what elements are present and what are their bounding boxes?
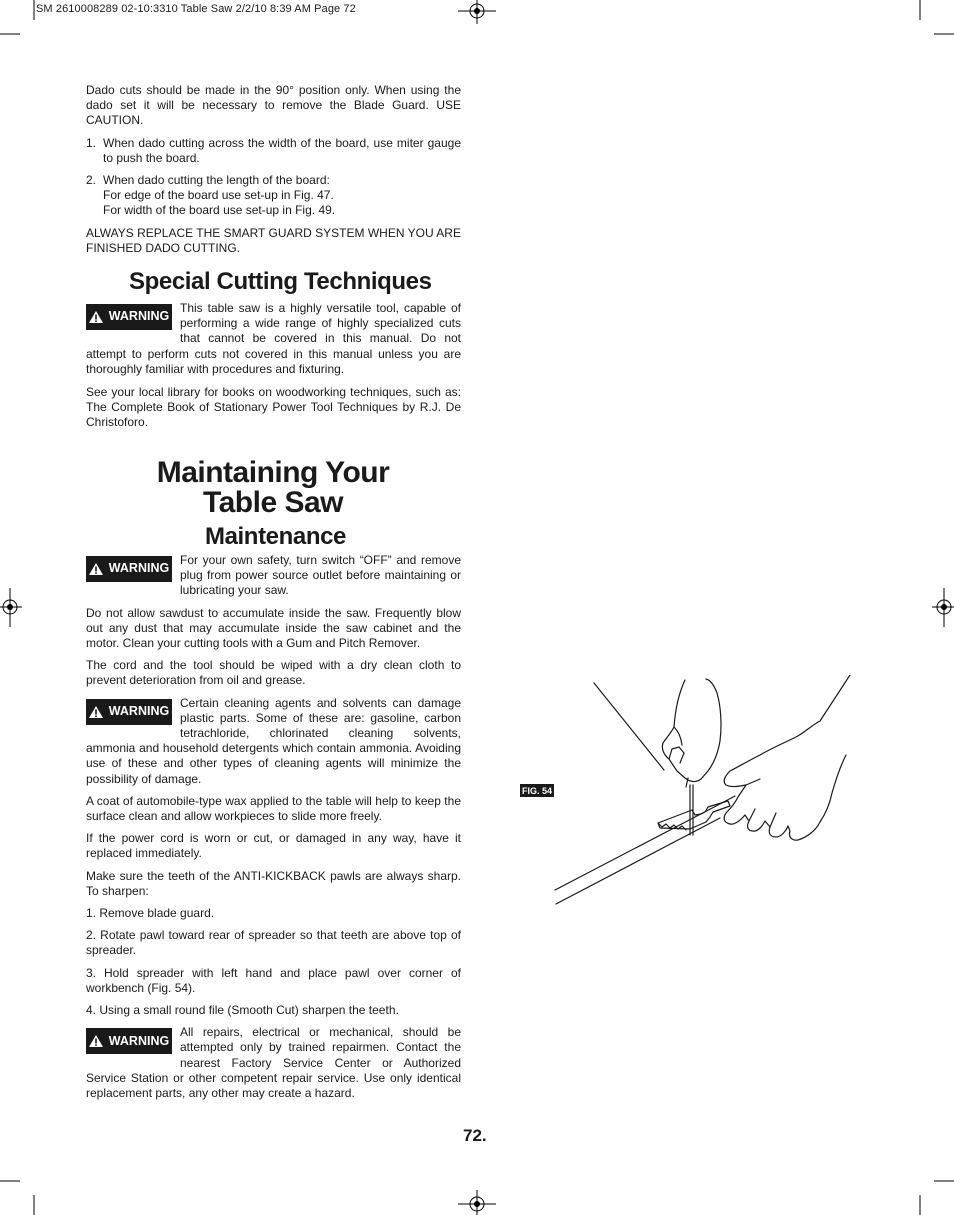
- registration-mark-right: [932, 588, 954, 627]
- page-number: 72.: [463, 1126, 487, 1145]
- warning-badge: [86, 556, 172, 582]
- sharpen-step: 2. Rotate pawl toward rear of spreader so that teeth are above top of spreader.: [86, 928, 461, 958]
- page-title: [118, 458, 428, 518]
- paragraph: Do not allow sawdust to accumulate inside the saw. Frequently blow out any dust that may accumulate inside the saw cabinet and the motor. Clean your cutting tools with a Gum and Pitch Remover.: [86, 605, 461, 651]
- warning-badge: [86, 304, 172, 330]
- warning-block: [86, 553, 461, 599]
- dado-closing: ALWAYS REPLACE THE SMART GUARD SYSTEM WHEN YOU ARE FINISHED DADO CUTTING.: [86, 225, 461, 255]
- dado-intro: Dado cuts should be made in the 90° position only. When using the dado set it will be necessary to remove the Blade Guard. USE CAUTION.: [86, 83, 461, 128]
- step-subtext: For edge of the board use set-up in Fig. 47.: [103, 188, 334, 203]
- section-heading: Special Cutting Techniques: [129, 268, 432, 295]
- warning-label: WARNING: [108, 704, 170, 719]
- dado-step-1: [86, 136, 461, 166]
- title-line-1: Maintaining Your: [156, 456, 390, 489]
- subheading: Maintenance: [205, 523, 346, 550]
- step-number: 2.: [86, 173, 97, 188]
- warning-badge: [86, 1028, 172, 1054]
- warning-text: All repairs, electrical or mechanical, should be attempted only by trained repairmen. Contact the nearest Factory Service Center or Authorized Service Station or other competent repair service. Use only identical replacement parts, any other may create a hazard.: [86, 1025, 461, 1101]
- sharpening-illustration: [550, 675, 860, 910]
- sharpen-step: 4. Using a small round file (Smooth Cut) sharpen the teeth.: [86, 1003, 399, 1018]
- dado-step-2: [86, 173, 461, 219]
- maintenance-section: [86, 553, 461, 1101]
- paragraph: If the power cord is worn or cut, or damaged in any way, have it replaced immediately.: [86, 831, 461, 861]
- step-subtext: For width of the board use set-up in Fig. 49.: [103, 203, 336, 218]
- step-text: When dado cutting the length of the board:: [103, 173, 330, 188]
- paragraph: Make sure the teeth of the ANTI-KICKBACK pawls are always sharp. To sharpen:: [86, 868, 461, 898]
- special-section: [86, 301, 461, 431]
- step-text: When dado cutting across the width of the board, use miter gauge to push the board.: [103, 135, 461, 165]
- warning-triangle-icon: [89, 706, 103, 718]
- step-number: 1.: [86, 135, 97, 150]
- registration-mark-bottom: [458, 1190, 496, 1215]
- paragraph: The cord and the tool should be wiped with a dry clean cloth to prevent deterioration from oil and grease.: [86, 658, 461, 688]
- warning-label: WARNING: [108, 1033, 170, 1048]
- warning-block: [86, 696, 461, 787]
- dado-section: [86, 83, 461, 256]
- warning-triangle-icon: [89, 1035, 103, 1047]
- warning-triangle-icon: [89, 563, 103, 575]
- paragraph: A coat of automobile-type wax applied to the table will help to keep the surface clean and allow workpieces to slide more freely.: [86, 793, 461, 824]
- title-line-2: Table Saw: [203, 486, 343, 519]
- warning-badge: [86, 699, 172, 725]
- warning-label: WARNING: [108, 309, 170, 324]
- warning-block: [86, 301, 461, 377]
- warning-label: WARNING: [108, 561, 170, 576]
- warning-text: For your own safety, turn switch “OFF” and remove plug from power source outlet before maintaining or lubricating your saw.: [180, 553, 461, 598]
- sharpen-step: 1. Remove blade guard.: [86, 906, 215, 921]
- registration-mark-left: [0, 588, 22, 627]
- print-slug: SM 2610008289 02-10:3310 Table Saw 2/2/10 8:39 AM Page 72: [36, 3, 356, 15]
- registration-mark-top: [458, 0, 496, 24]
- sharpen-step: 3. Hold spreader with left hand and place pawl over corner of workbench (Fig. 54).: [86, 965, 461, 995]
- warning-text: Certain cleaning agents and solvents can damage plastic parts. Some of these are: gasoline, carbon tetrachloride, chlorinated cleaning solvents, ammonia and household detergents which contain ammonia. Avoiding use of these and other types of cleaning agents will minimize the possibility of damage.: [86, 695, 461, 786]
- figure-label: FIG. 54: [521, 785, 552, 796]
- warning-block: [86, 1025, 461, 1101]
- warning-triangle-icon: [89, 311, 103, 323]
- warning-text: This table saw is a highly versatile tool, capable of performing a wide range of highly specialized cuts that cannot be covered in this manual. Do not attempt to perform cuts not covered in this manual unless you are thoroughly familiar with procedures and fixturing.: [86, 301, 461, 376]
- library-note: See your local library for books on woodworking techniques, such as: The Complete Book of Stationary Power Tool Techniques by R.J. De Christoforo.: [86, 385, 461, 430]
